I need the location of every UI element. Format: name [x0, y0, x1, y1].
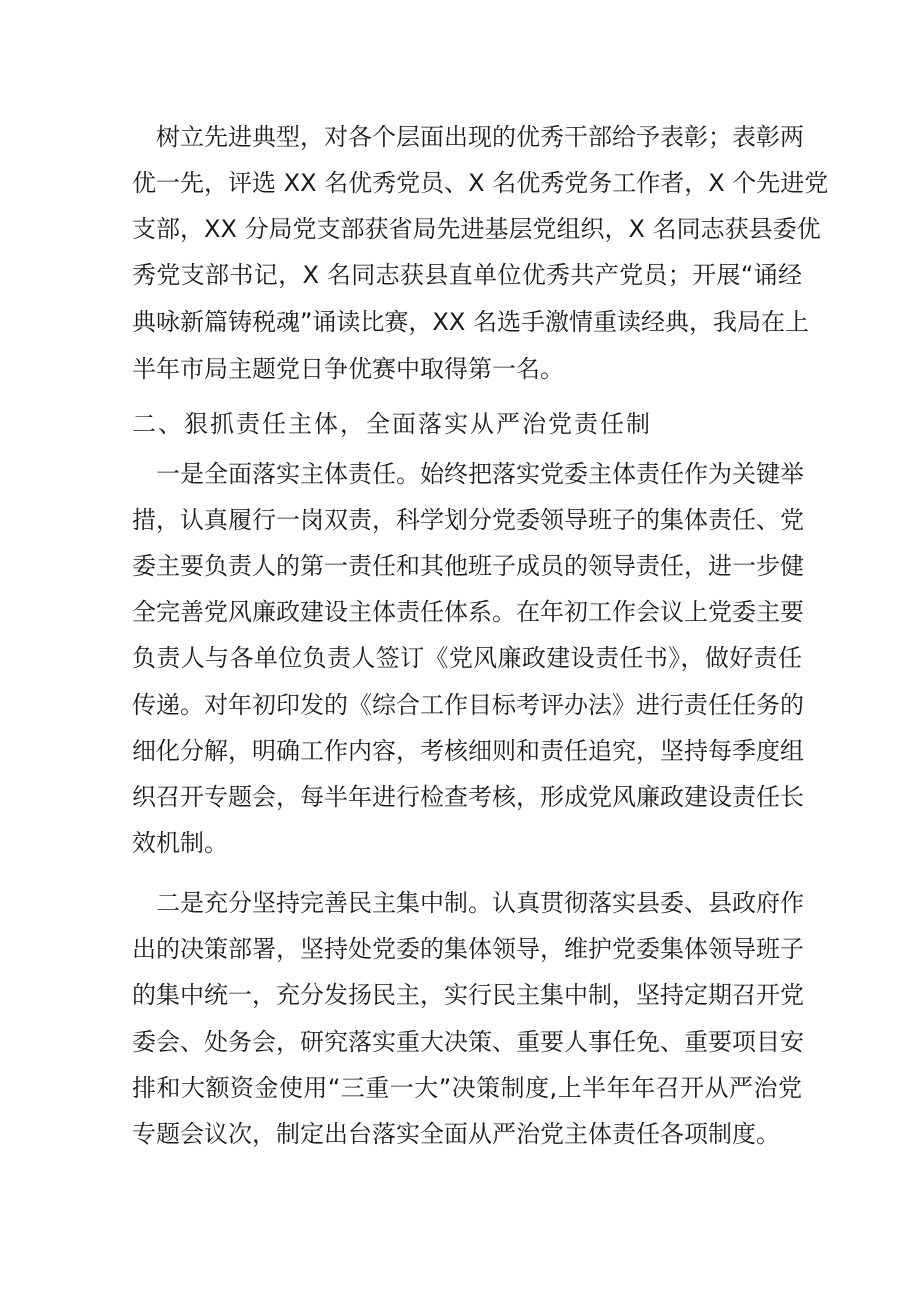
- paragraph-line: 效机制。: [132, 829, 228, 857]
- paragraph-line: 委会、处务会，研究落实重大决策、重要人事任免、重要项目安: [132, 1028, 804, 1056]
- paragraph-line: 措，认真履行一岗双责，科学划分党委领导班子的集体责任、党: [132, 506, 804, 534]
- paragraph-line: 负责人与各单位负责人签订《党风廉政建设责任书》，做好责任: [132, 644, 802, 672]
- paragraph-line: 的集中统一，充分发扬民主，实行民主集中制，坚持定期召开党: [132, 981, 804, 1009]
- paragraph-line: 专题会议次，制定出台落实全面从严治党主体责任各项制度。: [132, 1120, 780, 1148]
- paragraph-line: 二是充分坚持完善民主集中制。认真贯彻落实县委、县政府作: [156, 889, 804, 917]
- paragraph-line: 一是全面落实主体责任。始终把落实党委主体责任作为关键举: [156, 460, 804, 488]
- paragraph-line: 织召开专题会，每半年进行检查考核，形成党风廉政建设责任长: [132, 783, 804, 811]
- paragraph-line: 秀党支部书记，X 名同志获县直单位优秀共产党员；开展“诵经: [132, 261, 802, 289]
- paragraph-line: 细化分解，明确工作内容，考核细则和责任追究，坚持每季度组: [132, 737, 804, 765]
- paragraph-line: 传递。对年初印发的《综合工作目标考评办法》进行责任任务的: [132, 691, 804, 719]
- section-heading: 二、狠抓责任主体，全面落实从严治党责任制: [132, 410, 652, 438]
- paragraph-line: 优一先，评选 XX 名优秀党员、X 名优秀党务工作者，X 个先进党: [132, 169, 829, 197]
- paragraph-line: 典咏新篇铸税魂”诵读比赛，XX 名选手激情重读经典，我局在上: [132, 308, 809, 336]
- paragraph-line: 树立先进典型，对各个层面出现的优秀干部给予表彰；表彰两: [156, 123, 804, 151]
- paragraph-line: 全完善党风廉政建设主体责任体系。在年初工作会议上党委主要: [132, 598, 804, 626]
- paragraph-line: 出的决策部署，坚持处党委的集体领导，维护党委集体领导班子: [132, 935, 804, 963]
- paragraph-line: 排和大额资金使用“三重一大”决策制度,上半年年召开从严治党: [132, 1074, 802, 1102]
- paragraph-line: 委主要负责人的第一责任和其他班子成员的领导责任，进一步健: [132, 552, 804, 580]
- paragraph-line: 半年市局主题党日争优赛中取得第一名。: [132, 355, 564, 383]
- paragraph-line: 支部，XX 分局党支部获省局先进基层党组织，X 名同志获县委优: [132, 215, 821, 243]
